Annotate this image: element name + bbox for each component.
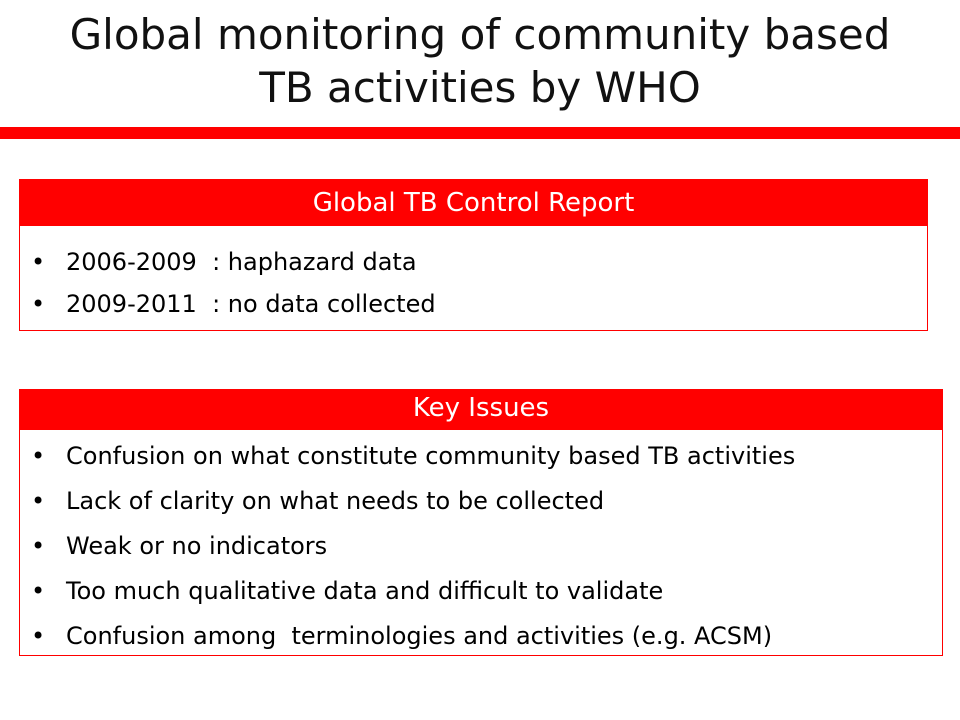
bullet-icon: • <box>31 290 46 318</box>
list-item-text: Confusion among terminologies and activities (e.g. ACSM) <box>66 622 773 650</box>
bullet-icon: • <box>31 577 46 605</box>
key-issues-box <box>19 389 943 656</box>
list-item <box>20 283 927 325</box>
bullet-icon: • <box>31 442 46 470</box>
title-divider <box>0 127 960 139</box>
bullet-icon: • <box>31 532 46 560</box>
list-item <box>20 569 942 614</box>
key-issues-header: Key Issues <box>20 390 942 430</box>
list-item-text: Lack of clarity on what needs to be collected <box>66 487 605 515</box>
list-item-text: 2006-2009 : haphazard data <box>66 248 417 276</box>
list-item <box>20 479 942 524</box>
list-item-text: Too much qualitative data and difficult to validate <box>66 577 664 605</box>
bullet-icon: • <box>31 622 46 650</box>
list-item <box>20 614 942 659</box>
list-item <box>20 524 942 569</box>
slide-title-line-2: TB activities by WHO <box>259 63 701 112</box>
slide-title <box>0 8 960 114</box>
bullet-icon: • <box>31 487 46 515</box>
list-item <box>20 241 927 283</box>
global-tb-report-list <box>20 226 927 325</box>
list-item-text: Confusion on what constitute community based TB activities <box>66 442 796 470</box>
bullet-icon: • <box>31 248 46 276</box>
global-tb-report-box <box>19 179 928 331</box>
slide-title-line-1: Global monitoring of community based <box>69 10 891 59</box>
key-issues-list <box>20 430 942 659</box>
list-item-text: Weak or no indicators <box>66 532 328 560</box>
list-item <box>20 434 942 479</box>
global-tb-report-header: Global TB Control Report <box>20 180 927 226</box>
list-item-text: 2009-2011 : no data collected <box>66 290 436 318</box>
